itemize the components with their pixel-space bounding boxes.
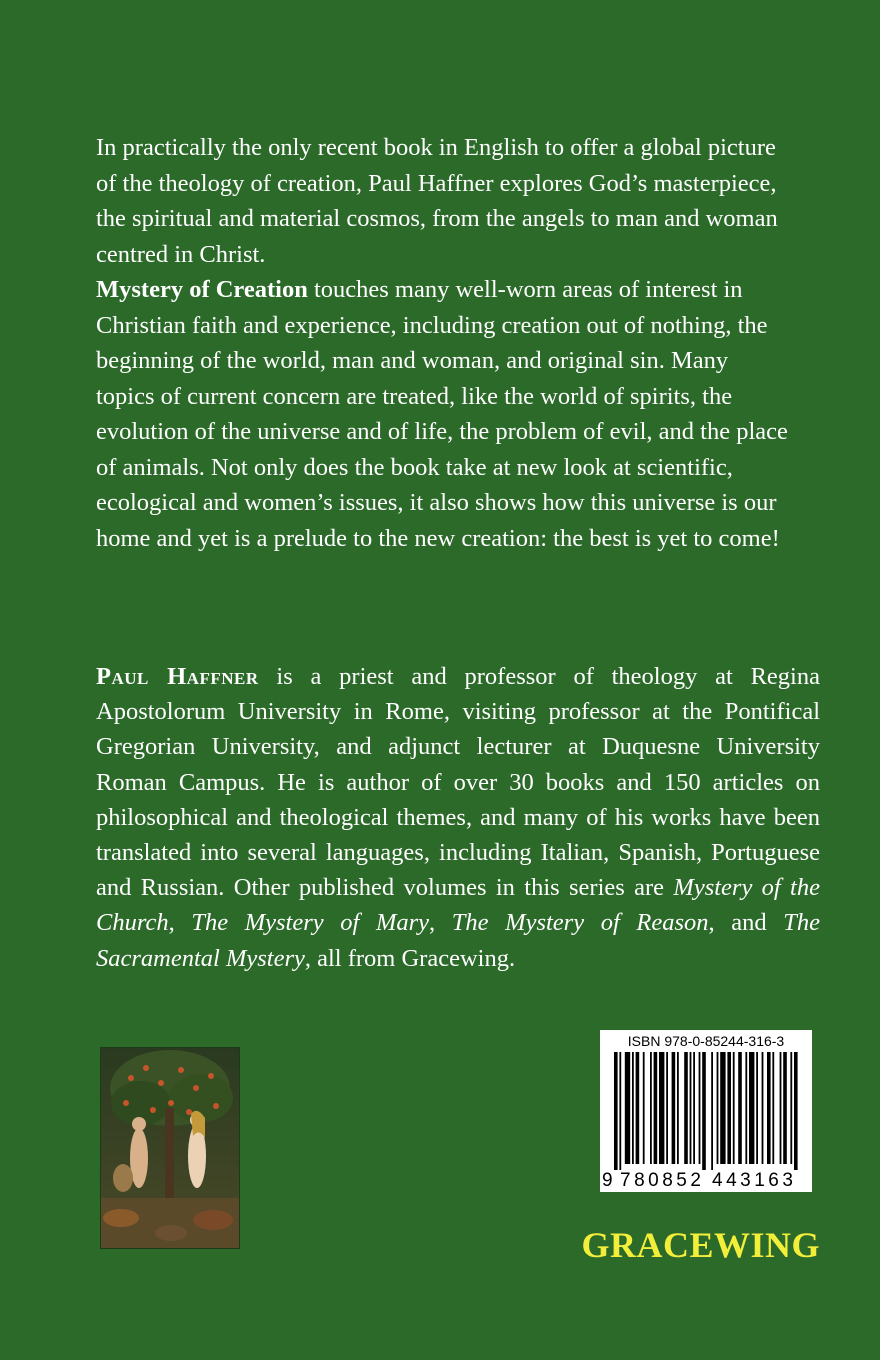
barcode-bar bbox=[738, 1052, 742, 1164]
bio-text: is a priest and professor of theology at Regina Apostolorum University in Rome, visiting professor at the Pontifical Gregorian University, and adjunct lecturer at Duquesne University Roman Campus. He is author of over 30 books and 150 articles on philosophical and theological themes, and many of his works have been translated into several languages, including Italian, Spanish, Portuguese and Russian. Other published volumes in this series are bbox=[96, 663, 820, 902]
barcode-bar bbox=[636, 1052, 640, 1164]
barcode-bar bbox=[756, 1052, 758, 1164]
barcode-bar bbox=[632, 1052, 634, 1164]
barcode-bar bbox=[643, 1052, 645, 1164]
barcode-bar bbox=[783, 1052, 787, 1164]
separator: , bbox=[168, 909, 192, 937]
publisher-logo: GRACEWING bbox=[581, 1225, 820, 1265]
barcode-bar bbox=[614, 1052, 618, 1170]
barcode-bar bbox=[654, 1052, 658, 1164]
barcode-bar bbox=[672, 1052, 676, 1164]
series-title: Mystery of the Church bbox=[96, 874, 820, 937]
blurb-line: of animals. Not only does the book take at new look at scientific, bbox=[96, 453, 733, 481]
barcode-bar bbox=[749, 1052, 754, 1164]
barcode-lead-digit: 9 bbox=[602, 1170, 613, 1191]
separator: , bbox=[429, 909, 452, 937]
blurb-line: of the theology of creation, Paul Haffner explores God’s masterpiece, bbox=[96, 169, 777, 197]
blurb-line: home and yet is a prelude to the new creation: the best is yet to come! bbox=[96, 524, 780, 552]
blurb-line: topics of current concern are treated, like the world of spirits, the bbox=[96, 382, 733, 410]
barcode-bar bbox=[711, 1052, 713, 1170]
barcode-bar bbox=[677, 1052, 679, 1164]
barcode-bar bbox=[745, 1052, 747, 1164]
author-bio bbox=[96, 659, 820, 976]
barcode-bar bbox=[702, 1052, 706, 1170]
barcode-bar bbox=[625, 1052, 630, 1164]
barcode-bar bbox=[727, 1052, 731, 1164]
blurb-paragraph bbox=[96, 130, 820, 556]
blurb-line: ecological and women’s issues, it also shows how this universe is our bbox=[96, 489, 777, 516]
blurb-line: the spiritual and material cosmos, from the angels to man and woman bbox=[96, 205, 778, 232]
series-title: The Sacramental Mystery bbox=[96, 909, 821, 972]
barcode-bar bbox=[619, 1052, 621, 1170]
barcode-bar bbox=[717, 1052, 719, 1164]
isbn-barcode bbox=[600, 1030, 812, 1192]
blurb-line: touches many well-worn areas of interest in bbox=[307, 276, 743, 303]
blurb-line: Christian faith and experience, including creation out of nothing, the bbox=[96, 311, 768, 339]
barcode-bar bbox=[733, 1052, 735, 1164]
series-title: The Mystery of Mary bbox=[191, 909, 430, 937]
separator: , and bbox=[708, 909, 784, 937]
barcode-bar bbox=[699, 1052, 701, 1164]
series-title: The Mystery of Reason bbox=[451, 909, 709, 937]
blurb-line: In practically the only recent book in English to offer a global picture bbox=[96, 134, 776, 161]
blurb-line: evolution of the universe and of life, the problem of evil, and the place bbox=[96, 418, 788, 445]
blurb-line: beginning of the world, man and woman, and original sin. Many bbox=[96, 347, 729, 374]
barcode-icon bbox=[600, 1050, 812, 1180]
barcode-bar bbox=[790, 1052, 792, 1164]
bio-text: , all from Gracewing. bbox=[304, 944, 516, 972]
barcode-bar bbox=[666, 1052, 668, 1164]
barcode-bar bbox=[772, 1052, 774, 1164]
barcode-bar bbox=[693, 1052, 695, 1164]
blurb-line: centred in Christ. bbox=[96, 240, 266, 268]
barcode-bar bbox=[659, 1052, 664, 1164]
isbn-label: ISBN 978-0-85244-316-3 bbox=[627, 1033, 785, 1049]
barcode-bar bbox=[767, 1052, 771, 1164]
author-name: Paul Haffner bbox=[96, 663, 259, 690]
barcode-bar bbox=[720, 1052, 725, 1164]
barcode-bar bbox=[684, 1052, 688, 1164]
barcode-bar bbox=[650, 1052, 652, 1164]
barcode-bar bbox=[780, 1052, 782, 1164]
barcode-bar bbox=[690, 1052, 692, 1164]
barcode-bar bbox=[794, 1052, 798, 1170]
barcode-left-digits: 780852 bbox=[620, 1170, 705, 1191]
book-title: Mystery of Creation bbox=[96, 276, 308, 303]
adam-and-eve-painting-icon bbox=[100, 1047, 240, 1249]
barcode-right-digits: 443163 bbox=[712, 1170, 797, 1191]
barcode-bar bbox=[762, 1052, 764, 1164]
